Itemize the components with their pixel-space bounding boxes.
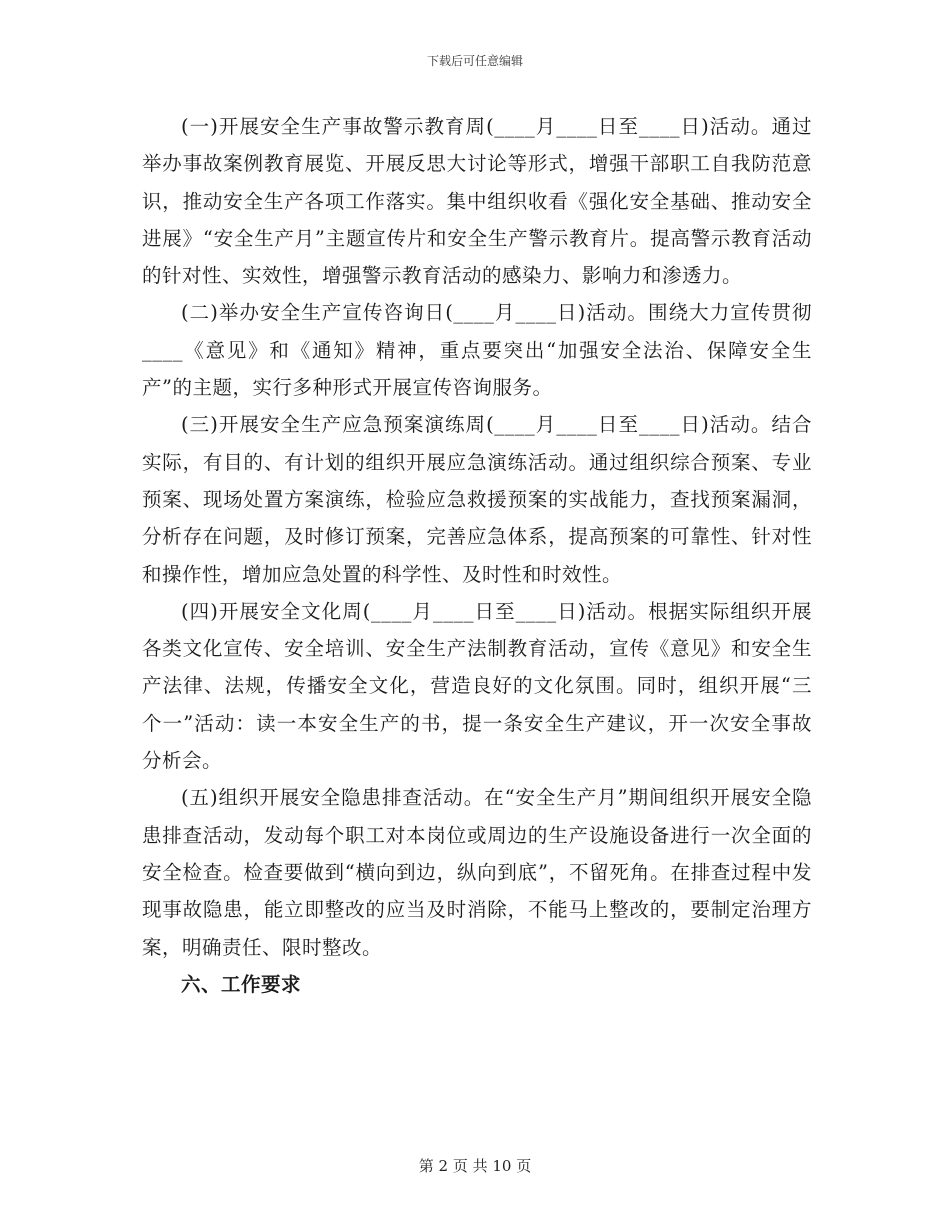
paragraph-safety-culture-week: (四)开展安全文化周(____月____日至____日)活动。根据实际组织开展各类文化宣传、安全培训、安全生产法制教育活动，宣传《意见》和安全生产法律、法规，传播安全文化，营造良好的文化氛围。同时，组织开展“三个一”活动：读一本安全生产的书，提一条安全生产建议，开一次安全事故分析会。 [142,599,812,773]
paragraph-hazard-inspection: (五)组织开展安全隐患排查活动。在“安全生产月”期间组织开展安全隐患排查活动，发动每个职工对本岗位或周边的生产设施设备进行一次全面的安全检查。检查要做到“横向到边，纵向到底”，不留死角。在排查过程中发现事故隐患，能立即整改的应当及时消除，不能马上整改的，要制定治理方案，明确责任、限时整改。 [142,786,812,959]
paragraph-emergency-drill-week: (三)开展安全生产应急预案演练周(____月____日至____日)活动。结合实际，有目的、有计划的组织开展应急演练活动。通过组织综合预案、专业预案、现场处置方案演练，检验应急救援预案的实战能力，查找预案漏洞，分析存在问题，及时修订预案，完善应急体系，提高预案的可靠性、针对性和操作性，增加应急处置的科学性、及时性和时效性。 [142,413,812,586]
document-body [142,108,812,1003]
page-header: 下载后可任意编辑 [426,54,523,68]
paragraph-warning-education-week: (一)开展安全生产事故警示教育周(____月____日至____日)活动。通过举办事故案例教育展览、开展反思大讨论等形式，增强干部职工自我防范意识，推动安全生产各项工作落实。集中组织收看《强化安全基础、推动安全进展》“安全生产月”主题宣传片和安全生产警示教育片。提高警示教育活动的针对性、实效性，增强警示教育活动的感染力、影响力和渗透力。 [142,115,812,288]
paragraph-consultation-day: (二)举办安全生产宣传咨询日(____月____日)活动。围绕大力宣传贯彻____《意见》和《通知》精神，重点要突出“加强安全法治、保障安全生产”的主题，实行多种形式开展宣传咨询服务。 [142,301,812,400]
page-number: 第 2 页 共 10 页 [418,1157,532,1175]
section-heading-work-requirements: 六、工作要求 [181,972,302,996]
